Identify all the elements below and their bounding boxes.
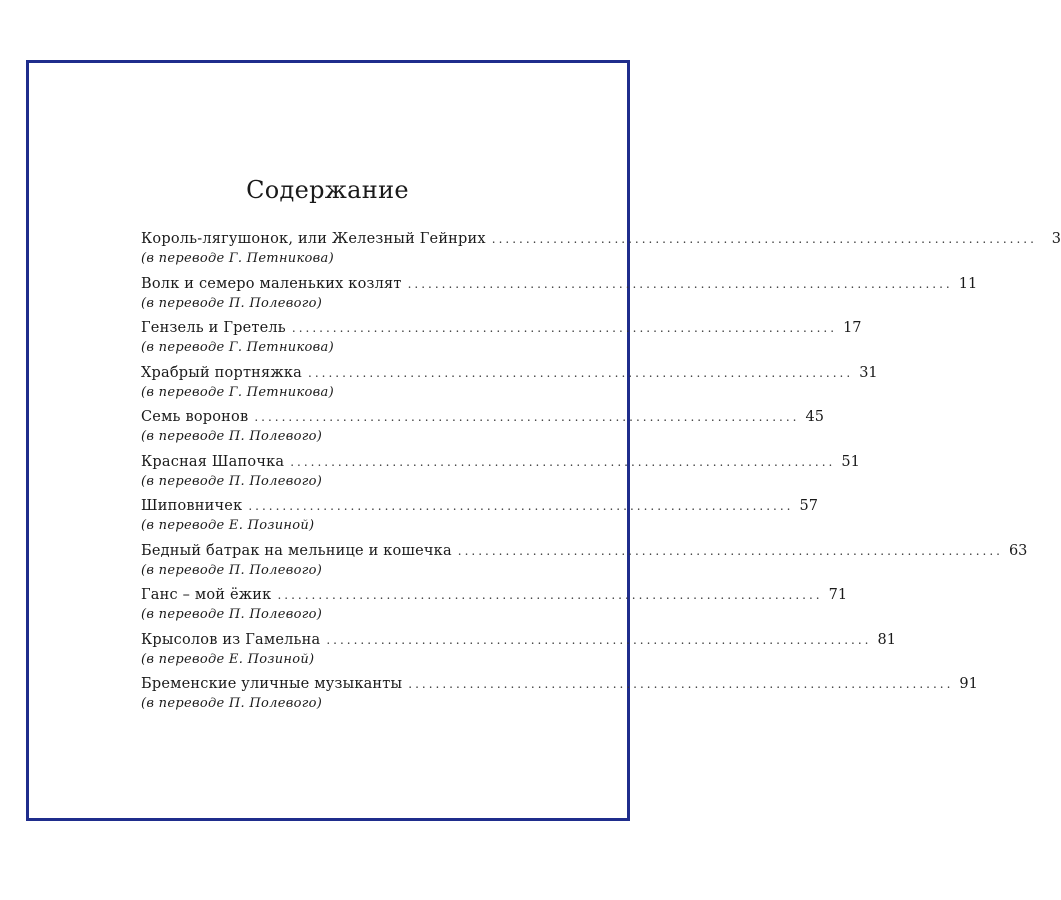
toc-entry-title: Ганс – мой ёжик — [141, 587, 272, 603]
toc-entry-translator: (в переводе Г. Петникова) — [141, 384, 334, 400]
toc-entry[interactable] — [141, 451, 860, 496]
toc-entry-translator: (в переводе П. Полевого) — [141, 473, 323, 489]
toc-entry-title: Король-лягушонок, или Железный Гейнрих — [141, 231, 486, 247]
toc-entry-translator: (в переводе П. Полевого) — [141, 696, 323, 711]
toc-entry-page: 81 — [877, 631, 896, 648]
dot-leader: ................................................................................ — [407, 276, 953, 291]
toc-entry-translator: (в переводе Е. Позиной) — [141, 651, 315, 667]
dot-leader: ................................................................................ — [308, 365, 854, 380]
dot-leader: ................................................................................ — [457, 543, 1003, 558]
toc-entry-translator: (в переводе Г. Петникова) — [141, 251, 334, 266]
toc-entry-translator: (в переводе Е. Позиной) — [141, 518, 315, 533]
toc-entry-page: 71 — [828, 587, 848, 603]
dot-leader: ................................................................................ — [254, 410, 800, 424]
toc-entry-translator: (в переводе П. Полевого) — [141, 429, 323, 444]
dot-leader: ................................................................................ — [290, 454, 836, 469]
toc-entry[interactable] — [141, 540, 1028, 585]
toc-entry[interactable] — [141, 673, 978, 718]
toc-entry-title: Гензель и Гретель — [141, 320, 286, 336]
toc-entry[interactable] — [141, 629, 896, 674]
toc-entry-page: 31 — [859, 364, 878, 381]
toc-entry-page: 17 — [843, 320, 862, 336]
toc-entry-title: Семь воронов — [141, 409, 249, 425]
toc-entry[interactable] — [141, 406, 824, 451]
dot-leader: ................................................................................ — [408, 677, 954, 691]
dot-leader: ................................................................................ — [326, 632, 872, 647]
dot-leader: ................................................................................ — [277, 588, 823, 602]
toc-entry-title: Шиповничек — [141, 498, 243, 514]
toc-entry-page: 51 — [841, 453, 860, 470]
dot-leader: ................................................................................ — [248, 499, 794, 513]
table-of-contents — [141, 228, 1061, 718]
toc-entry-title: Волк и семеро маленьких козлят — [141, 275, 402, 292]
toc-entry-translator: (в переводе П. Полевого) — [141, 295, 323, 311]
toc-entry[interactable] — [141, 273, 978, 318]
page-title: Содержание — [246, 176, 409, 204]
toc-entry[interactable] — [141, 584, 848, 629]
dot-leader: ................................................................................ — [491, 232, 1037, 246]
toc-entry-page: 3 — [1051, 231, 1061, 247]
toc-entry[interactable] — [141, 317, 862, 362]
toc-entry-title: Красная Шапочка — [141, 453, 285, 470]
toc-entry-page: 57 — [799, 498, 818, 514]
toc-entry-translator: (в переводе Г. Петникова) — [141, 340, 334, 355]
toc-entry-title: Крысолов из Гамельна — [141, 631, 321, 648]
toc-entry-page: 11 — [958, 275, 978, 292]
toc-entry[interactable] — [141, 362, 878, 407]
toc-entry-title: Храбрый портняжка — [141, 364, 303, 381]
toc-entry-title: Бременские уличные музыканты — [141, 676, 403, 692]
toc-entry-page: 45 — [805, 409, 824, 425]
toc-entry-page: 91 — [959, 676, 978, 692]
toc-entry[interactable] — [141, 228, 1061, 273]
toc-entry-translator: (в переводе П. Полевого) — [141, 562, 323, 578]
toc-entry-page: 63 — [1008, 542, 1028, 559]
dot-leader: ................................................................................ — [291, 321, 838, 335]
toc-entry-translator: (в переводе П. Полевого) — [141, 607, 323, 622]
toc-entry[interactable] — [141, 495, 818, 540]
toc-entry-title: Бедный батрак на мельнице и кошечка — [141, 542, 452, 559]
